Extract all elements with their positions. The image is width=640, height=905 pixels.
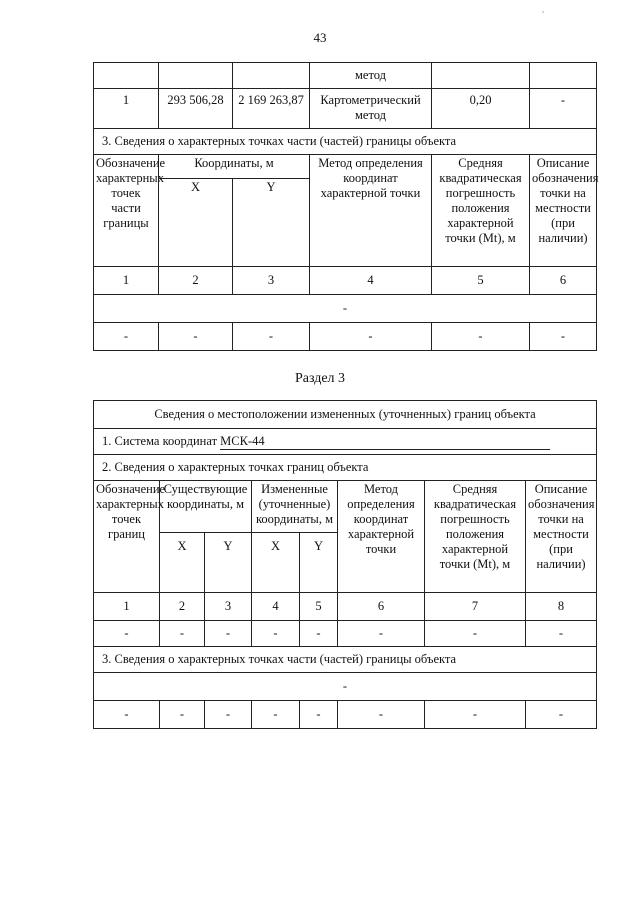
column-number: 1: [94, 267, 159, 295]
page-number: 43: [313, 30, 327, 45]
table-cell: -: [94, 621, 160, 647]
table-cell: -: [310, 323, 432, 351]
table-cell: [233, 63, 310, 89]
column-number: 7: [425, 593, 526, 621]
header-existing-x: X: [160, 533, 205, 593]
header-y: Y: [233, 179, 310, 267]
header-coordinates: Координаты, м: [159, 155, 310, 179]
column-number: 5: [300, 593, 338, 621]
section3-title: Сведения о местоположении измененных (уточненных) границ объекта: [94, 401, 597, 429]
boundary-points-heading: 2. Сведения о характерных точках границ объекта: [94, 455, 597, 481]
header-error: Средняя квадратическая погрешность положения характерной точки (Mt), м: [432, 155, 530, 267]
corner-mark: ,: [542, 4, 545, 14]
header-existing-coordinates: Существующие координаты, м: [160, 481, 252, 533]
changed-boundaries-table: [93, 400, 597, 729]
header-description: Описание обозначения точки на местности (при наличии): [526, 481, 597, 593]
header-changed-y: Y: [300, 533, 338, 593]
coord-system-value: МСК-44: [220, 434, 550, 450]
table-cell: -: [432, 323, 530, 351]
table-row: [94, 155, 597, 179]
coord-system-row: [94, 429, 597, 455]
table-cell: 0,20: [432, 89, 530, 129]
table-cell: -: [160, 701, 205, 729]
table-cell: -: [300, 621, 338, 647]
table-cell: [530, 63, 597, 89]
table-cell: -: [205, 621, 252, 647]
column-number: 2: [159, 267, 233, 295]
column-number: 5: [432, 267, 530, 295]
table-row: [94, 129, 597, 155]
table-row: [94, 267, 597, 295]
table-cell: -: [94, 323, 159, 351]
table-row: [94, 89, 597, 129]
table-cell: -: [94, 295, 597, 323]
table-cell: -: [205, 701, 252, 729]
column-number: 4: [310, 267, 432, 295]
column-number: 3: [205, 593, 252, 621]
table-cell: -: [300, 701, 338, 729]
column-number: 4: [252, 593, 300, 621]
header-changed-x: X: [252, 533, 300, 593]
table-cell: [432, 63, 530, 89]
section-title: Раздел 3: [294, 371, 346, 386]
table-cell: -: [425, 701, 526, 729]
table-cell: -: [425, 621, 526, 647]
column-number: 8: [526, 593, 597, 621]
table-row: [94, 621, 597, 647]
characteristic-points-table: [93, 62, 597, 351]
table-cell: -: [526, 621, 597, 647]
header-point-designation: Обозначение характерных точек границ: [94, 481, 160, 593]
table-row: [94, 673, 597, 701]
header-description: Описание обозначения точки на местности (при наличии): [530, 155, 597, 267]
table-row: [94, 593, 597, 621]
table-cell: [94, 63, 159, 89]
table-cell: 2 169 263,87: [233, 89, 310, 129]
header-x: X: [159, 179, 233, 267]
table-row: [94, 63, 597, 89]
table-row: [94, 701, 597, 729]
header-error: Средняя квадратическая погрешность положения характерной точки (Mt), м: [425, 481, 526, 593]
column-number: 6: [338, 593, 425, 621]
table-cell: -: [530, 323, 597, 351]
header-point-designation: Обозначение характерных точек части границы: [94, 155, 159, 267]
header-existing-y: Y: [205, 533, 252, 593]
table-row: [94, 401, 597, 429]
part-points-heading: 3. Сведения о характерных точках части (частей) границы объекта: [94, 647, 597, 673]
header-method: Метод определения координат характерной точки: [338, 481, 425, 593]
table-cell: 1: [94, 89, 159, 129]
table-row: [94, 429, 597, 455]
table-cell: -: [338, 701, 425, 729]
coord-system-label: 1. Система координат: [102, 433, 218, 448]
table-row: [94, 455, 597, 481]
table-cell: -: [160, 621, 205, 647]
header-changed-coordinates: Измененные (уточненные) координаты, м: [252, 481, 338, 533]
table-cell: Картометрический метод: [310, 89, 432, 129]
header-method: Метод определения координат характерной точки: [310, 155, 432, 267]
table-row: [94, 647, 597, 673]
table-cell: -: [233, 323, 310, 351]
table-cell: -: [530, 89, 597, 129]
table-cell: метод: [310, 63, 432, 89]
column-number: 3: [233, 267, 310, 295]
table-cell: -: [94, 673, 597, 701]
column-number: 2: [160, 593, 205, 621]
table-row: [94, 481, 597, 533]
table-cell: -: [252, 621, 300, 647]
table-cell: -: [159, 323, 233, 351]
part-points-heading: 3. Сведения о характерных точках части (частей) границы объекта: [94, 129, 597, 155]
table-row: [94, 295, 597, 323]
table-cell: -: [252, 701, 300, 729]
column-number: 1: [94, 593, 160, 621]
table-cell: -: [526, 701, 597, 729]
column-number: 6: [530, 267, 597, 295]
table-cell: -: [94, 701, 160, 729]
table-cell: [159, 63, 233, 89]
table-cell: 293 506,28: [159, 89, 233, 129]
table-cell: -: [338, 621, 425, 647]
table-row: [94, 323, 597, 351]
